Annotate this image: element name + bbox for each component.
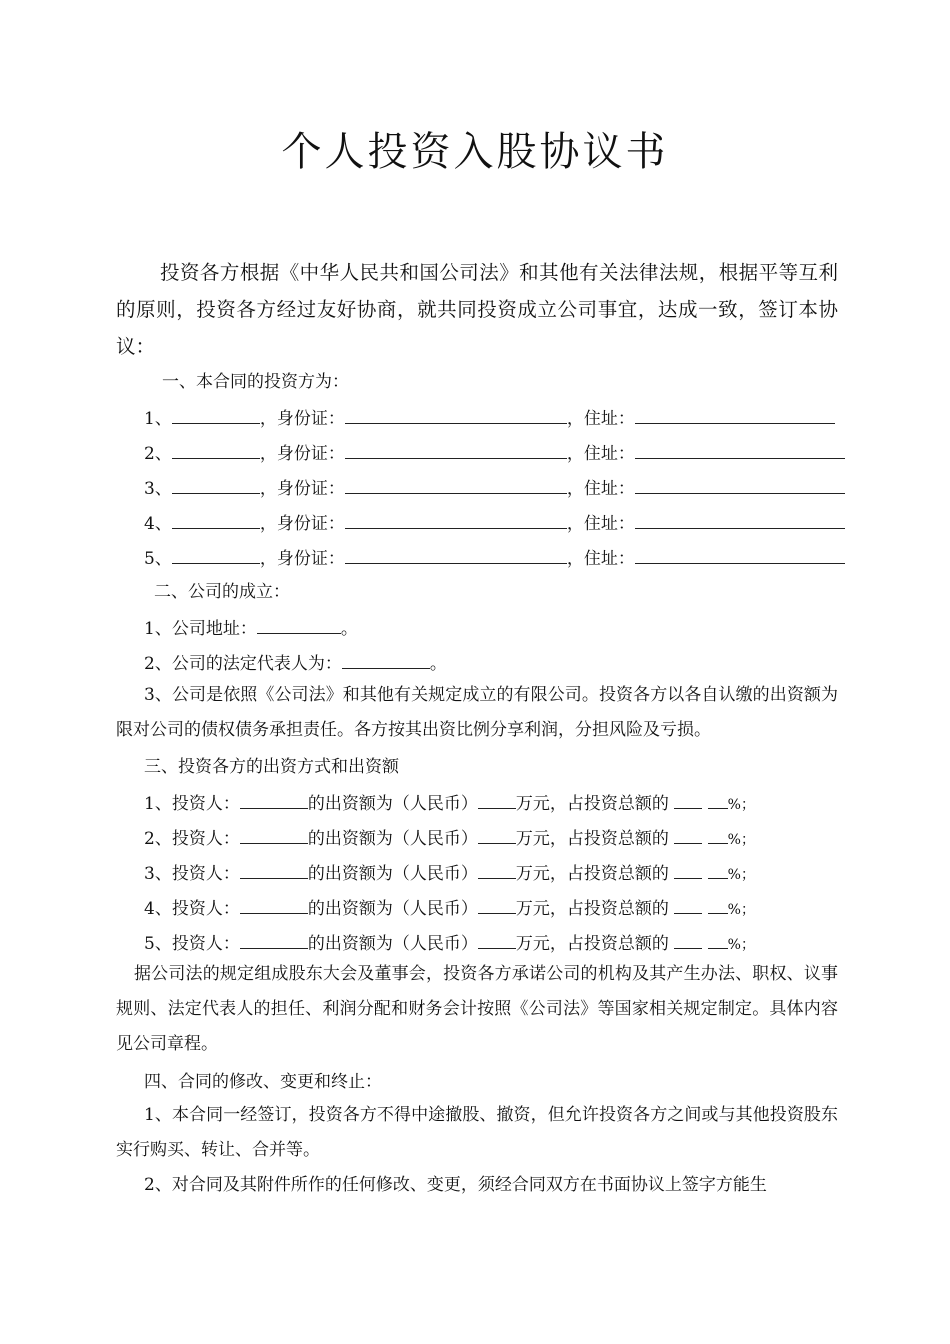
address-label: ，住址： <box>566 514 635 534</box>
row-number: 4、 <box>144 514 172 534</box>
percent-mark: %； <box>727 797 755 813</box>
investor-label: 投资人： <box>171 899 240 919</box>
contribution-row-5 <box>144 930 755 957</box>
legal-rep-label: 2、公司的法定代表人为： <box>144 654 342 674</box>
amount-blank[interactable] <box>478 825 516 844</box>
percent-blank-b[interactable] <box>708 860 728 879</box>
unit-label: 万元，占投资总额的 <box>515 794 669 814</box>
investor-label: 投资人： <box>171 934 240 954</box>
legal-rep-blank[interactable] <box>342 650 430 669</box>
legal-rep-line <box>144 650 447 676</box>
amount-label: 的出资额为（人民币） <box>307 899 478 919</box>
investor-label: 投资人： <box>171 864 240 884</box>
percent-blank-b[interactable] <box>708 895 728 914</box>
row-number: 1、 <box>144 794 172 814</box>
address-blank[interactable] <box>635 475 845 494</box>
percent-blank-a[interactable] <box>674 790 702 809</box>
id-label: ，身份证： <box>259 514 345 534</box>
percent-mark: %； <box>727 902 755 918</box>
amount-label: 的出资额为（人民币） <box>307 934 478 954</box>
id-blank[interactable] <box>345 405 567 424</box>
amount-blank[interactable] <box>478 895 516 914</box>
id-blank[interactable] <box>345 475 567 494</box>
id-label: ，身份证： <box>259 549 345 569</box>
section4-item2: 2、对合同及其附件所作的任何修改、变更，须经合同双方在书面协议上签字方能生 <box>144 1175 767 1195</box>
row-number: 5、 <box>144 549 172 569</box>
company-liability-paragraph: 3、公司是依照《公司法》和其他有关规定成立的有限公司。投资各方以各自认缴的出资额为限对公司的债权债务承担责任。各方按其出资比例分享利润，分担风险及亏损。 <box>116 685 838 740</box>
percent-blank-a[interactable] <box>674 860 702 879</box>
address-blank[interactable] <box>635 405 835 424</box>
address-label: ，住址： <box>566 479 635 499</box>
investor-label: 投资人： <box>171 829 240 849</box>
name-blank[interactable] <box>172 510 260 529</box>
id-blank[interactable] <box>345 545 567 564</box>
investor-row-4 <box>144 510 845 536</box>
end-mark: 。 <box>340 619 358 639</box>
company-address-label: 1、公司地址： <box>144 619 257 639</box>
name-blank[interactable] <box>172 545 260 564</box>
contribution-row-1 <box>144 790 755 817</box>
row-number: 2、 <box>144 829 172 849</box>
address-label: ，住址： <box>566 444 635 464</box>
row-number: 5、 <box>144 934 172 954</box>
contribution-row-2 <box>144 825 755 852</box>
percent-blank-a[interactable] <box>674 825 702 844</box>
unit-label: 万元，占投资总额的 <box>515 899 669 919</box>
amount-label: 的出资额为（人民币） <box>307 864 478 884</box>
amount-label: 的出资额为（人民币） <box>307 829 478 849</box>
address-label: ，住址： <box>566 409 635 429</box>
amount-label: 的出资额为（人民币） <box>307 794 478 814</box>
row-number: 4、 <box>144 899 172 919</box>
company-address-line <box>144 615 358 641</box>
intro-paragraph: 投资各方根据《中华人民共和国公司法》和其他有关法律法规，根据平等互利的原则，投资各方经过友好协商，就共同投资成立公司事宜，达成一致，签订本协议： <box>116 261 838 358</box>
id-blank[interactable] <box>345 440 567 459</box>
percent-mark: %； <box>727 867 755 883</box>
amount-blank[interactable] <box>478 930 516 949</box>
contribution-row-4 <box>144 895 755 922</box>
amount-blank[interactable] <box>478 790 516 809</box>
section2-heading: 二、公司的成立： <box>154 582 290 602</box>
unit-label: 万元，占投资总额的 <box>515 864 669 884</box>
id-blank[interactable] <box>345 510 567 529</box>
document-title: 个人投资入股协议书 <box>281 129 669 175</box>
company-address-blank[interactable] <box>257 615 341 634</box>
row-number: 3、 <box>144 479 172 499</box>
investor-row-2 <box>144 440 845 466</box>
row-number: 2、 <box>144 444 172 464</box>
unit-label: 万元，占投资总额的 <box>515 934 669 954</box>
investor-blank[interactable] <box>240 860 308 879</box>
board-paragraph: 据公司法的规定组成股东大会及董事会，投资各方承诺公司的机构及其产生办法、职权、议事规则、法定代表人的担任、利润分配和财务会计按照《公司法》等国家相关规定制定。具体内容见公司章程。 <box>116 964 838 1054</box>
address-blank[interactable] <box>635 440 845 459</box>
address-label: ，住址： <box>566 549 635 569</box>
id-label: ，身份证： <box>259 409 345 429</box>
section4-item1: 1、本合同一经签订，投资各方不得中途撤股、撤资，但允许投资各方之间或与其他投资股东实行购买、转让、合并等。 <box>116 1105 838 1160</box>
address-blank[interactable] <box>635 510 845 529</box>
percent-mark: %； <box>727 832 755 848</box>
row-number: 3、 <box>144 864 172 884</box>
investor-row-3 <box>144 475 845 501</box>
investor-row-5 <box>144 545 845 571</box>
end-mark: 。 <box>429 654 447 674</box>
contribution-row-3 <box>144 860 755 887</box>
name-blank[interactable] <box>172 405 260 424</box>
section4-heading: 四、合同的修改、变更和终止： <box>144 1072 382 1092</box>
address-blank[interactable] <box>635 545 845 564</box>
row-number: 1、 <box>144 409 172 429</box>
name-blank[interactable] <box>172 475 260 494</box>
investor-label: 投资人： <box>171 794 240 814</box>
id-label: ，身份证： <box>259 444 345 464</box>
percent-blank-b[interactable] <box>708 825 728 844</box>
percent-blank-a[interactable] <box>674 930 702 949</box>
percent-blank-b[interactable] <box>708 930 728 949</box>
investor-row-1 <box>144 405 835 431</box>
amount-blank[interactable] <box>478 860 516 879</box>
investor-blank[interactable] <box>240 895 308 914</box>
id-label: ，身份证： <box>259 479 345 499</box>
percent-blank-a[interactable] <box>674 895 702 914</box>
section3-heading: 三、投资各方的出资方式和出资额 <box>144 757 399 777</box>
investor-blank[interactable] <box>240 825 308 844</box>
investor-blank[interactable] <box>240 930 308 949</box>
percent-mark: %； <box>727 937 755 953</box>
section1-heading: 一、本合同的投资方为： <box>162 372 349 392</box>
percent-blank-b[interactable] <box>708 790 728 809</box>
investor-blank[interactable] <box>240 790 308 809</box>
name-blank[interactable] <box>172 440 260 459</box>
unit-label: 万元，占投资总额的 <box>515 829 669 849</box>
